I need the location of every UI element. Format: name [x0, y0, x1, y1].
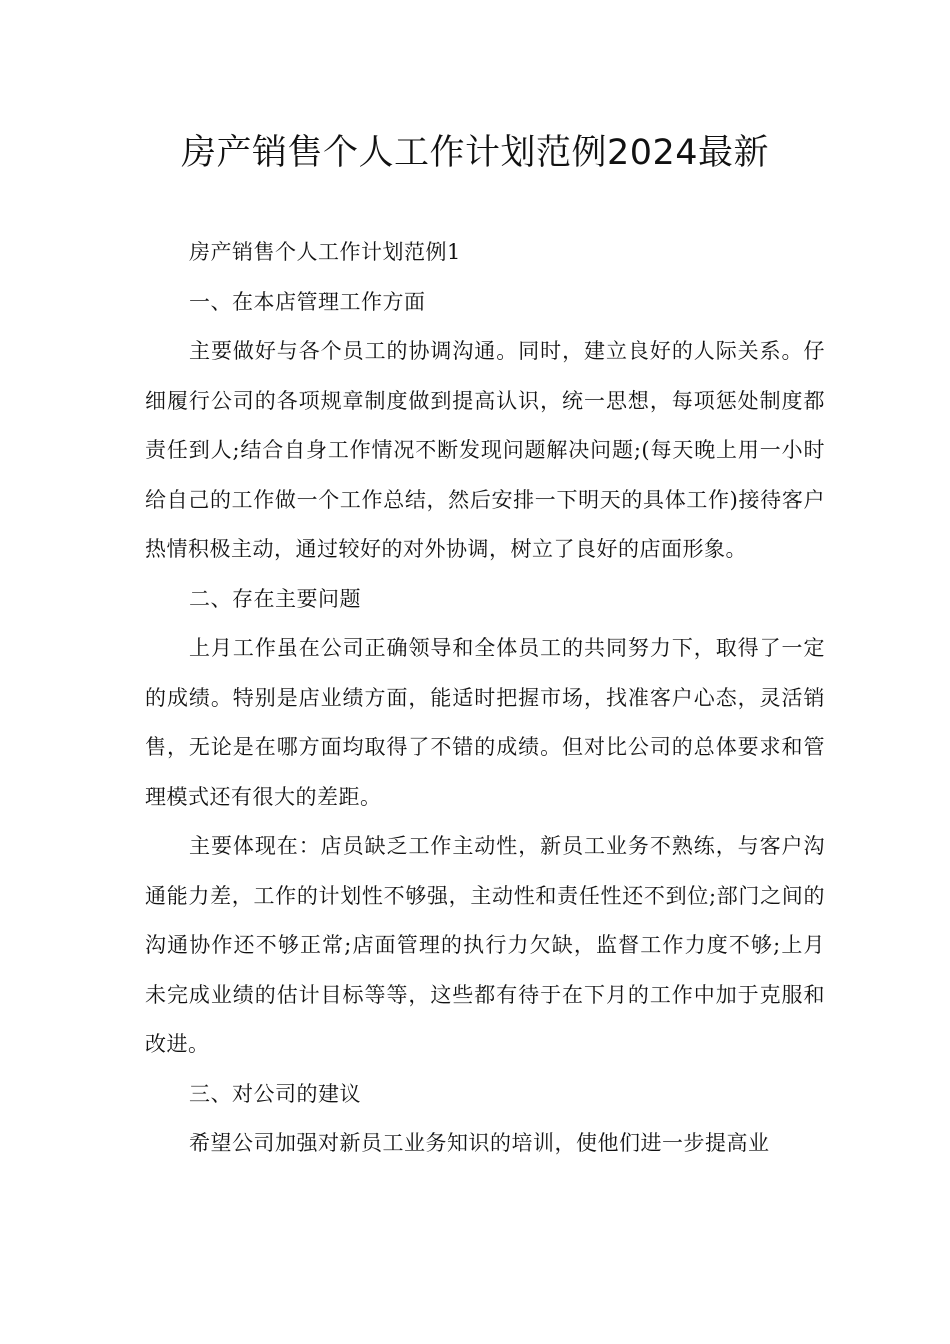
paragraph-problem-details: 主要体现在：店员缺乏工作主动性，新员工业务不熟练，与客户沟通能力差，工作的计划性不够强，主动性和责任性还不到位;部门之间的沟通协作还不够正常;店面管理的执行力欠缺，监督工作力度不够;上月未完成业绩的估计目标等等，这些都有待于在下月的工作中加于克服和改进。 [145, 834, 825, 1056]
paragraph-training-suggestion: 希望公司加强对新员工业务知识的培训，使他们进一步提高业 [189, 1131, 770, 1155]
paragraph-coordination: 主要做好与各个员工的协调沟通。同时，建立良好的人际关系。仔细履行公司的各项规章制度做到提高认识，统一思想，每项惩处制度都责任到人;结合自身工作情况不断发现问题解决问题;(每天晚上用一小时给自己的工作做一个工作总结，然后安排一下明天的具体工作)接待客户热情积极主动，通过较好的对外协调，树立了良好的店面形象。 [145, 339, 825, 561]
section-heading-store-management: 一、在本店管理工作方面 [189, 289, 426, 314]
paragraph-last-month-results: 上月工作虽在公司正确领导和全体员工的共同努力下，取得了一定的成绩。特别是店业绩方面，能适时把握市场，找准客户心态，灵活销售，无论是在哪方面均取得了不错的成绩。但对比公司的总体要求和管理模式还有很大的差距。 [145, 636, 825, 809]
document-title: 房产销售个人工作计划范例2024最新 [180, 133, 770, 173]
section-heading-example-1: 房产销售个人工作计划范例1 [189, 240, 461, 264]
section-heading-main-problems: 二、存在主要问题 [189, 586, 361, 611]
document-body [145, 228, 825, 1169]
section-heading-suggestions: 三、对公司的建议 [189, 1081, 361, 1106]
